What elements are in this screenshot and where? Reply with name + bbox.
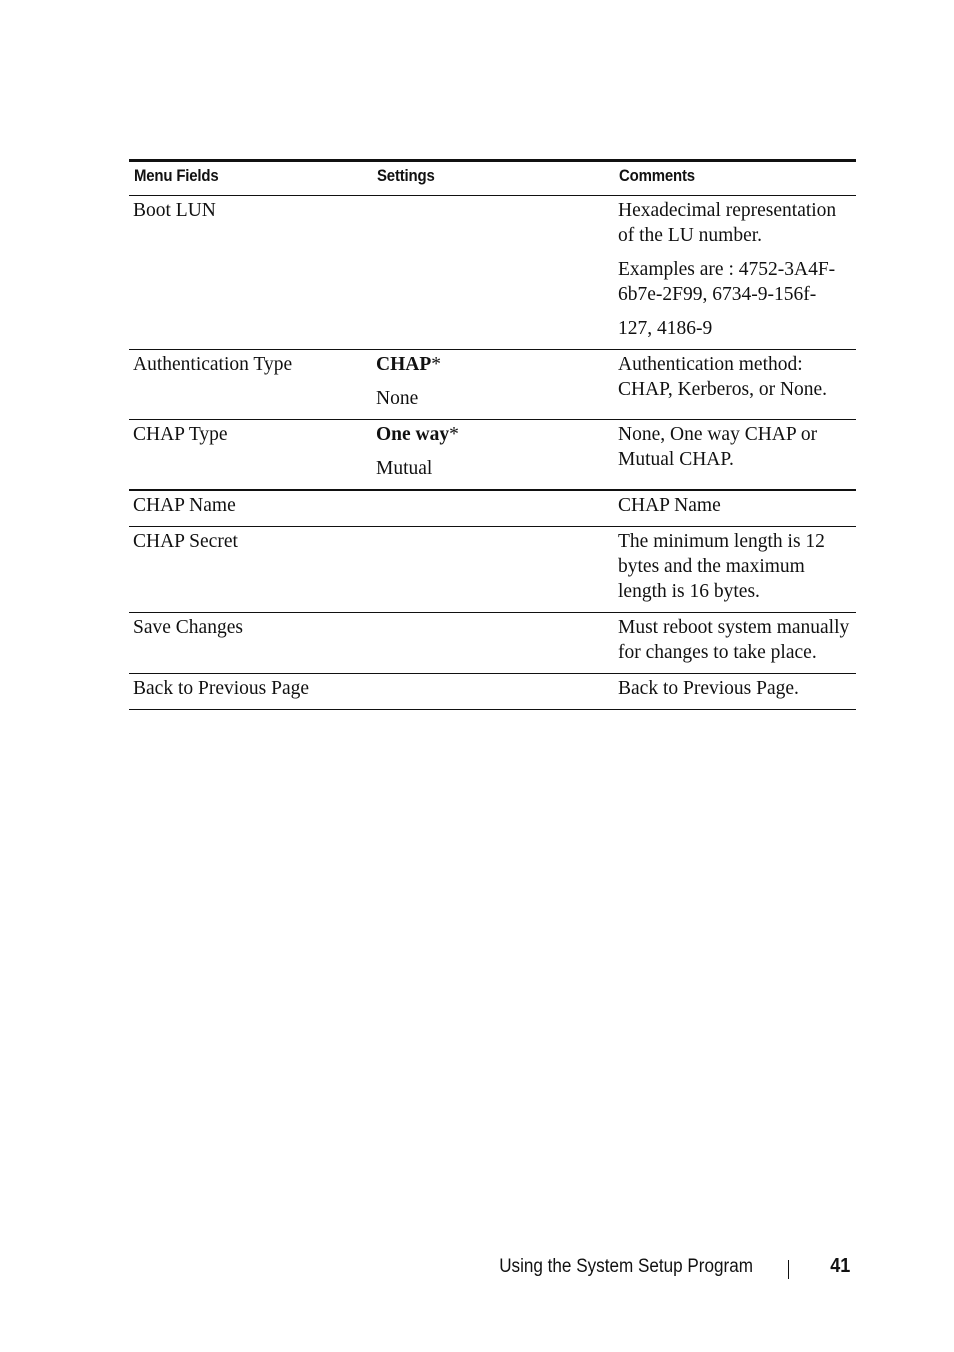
comment-text: Back to Previous Page.	[618, 678, 799, 699]
comments-cell	[614, 490, 856, 527]
comment-text: Examples are : 4752-3A4F-6b7e-2F99, 6734-9-156f-	[618, 259, 836, 305]
setting-option: None	[376, 388, 419, 409]
table-row	[129, 674, 856, 710]
comment-text: The minimum length is 12 bytes and the maximum length is 16 bytes.	[618, 531, 825, 602]
settings-cell	[372, 613, 614, 674]
page-number: 41	[829, 1255, 850, 1277]
footer-divider	[788, 1260, 789, 1279]
table-row	[129, 490, 856, 527]
menu-field-cell: Save Changes	[129, 613, 372, 674]
comment-text: Authentication method: CHAP, Kerberos, or None.	[618, 354, 828, 400]
default-marker: *	[449, 424, 459, 445]
table-row	[129, 196, 856, 350]
settings-cell	[372, 196, 614, 350]
comments-cell	[614, 350, 856, 420]
settings-table	[129, 159, 856, 710]
comments-cell	[614, 613, 856, 674]
header-menu-fields: Menu Fields	[129, 161, 372, 196]
setting-option: Mutual	[376, 458, 433, 479]
page-footer	[0, 1254, 954, 1284]
table-row	[129, 420, 856, 491]
menu-field-cell: Back to Previous Page	[129, 674, 372, 710]
comments-cell	[614, 527, 856, 613]
comment-text: Must reboot system manually for changes to take place.	[618, 617, 850, 663]
menu-field-cell: Authentication Type	[129, 350, 372, 420]
footer-section-title: Using the System Setup Program	[499, 1256, 753, 1277]
table-header-row	[129, 161, 856, 196]
settings-cell	[372, 490, 614, 527]
table-row	[129, 613, 856, 674]
comment-text: CHAP Name	[618, 495, 721, 516]
setting-option-default: One way*	[376, 424, 459, 445]
settings-cell	[372, 350, 614, 420]
menu-field-cell: CHAP Secret	[129, 527, 372, 613]
default-marker: *	[431, 354, 441, 375]
comment-text: Hexadecimal representation of the LU number.	[618, 200, 837, 246]
menu-field-cell: CHAP Type	[129, 420, 372, 491]
header-settings: Settings	[372, 161, 614, 196]
menu-field-cell: Boot LUN	[129, 196, 372, 350]
comments-cell	[614, 420, 856, 491]
table-row	[129, 350, 856, 420]
settings-cell	[372, 674, 614, 710]
settings-cell	[372, 420, 614, 491]
comments-cell	[614, 196, 856, 350]
setting-option-default: CHAP*	[376, 354, 441, 375]
comment-text: 127, 4186-9	[618, 318, 713, 339]
comments-cell	[614, 674, 856, 710]
comment-text: None, One way CHAP or Mutual CHAP.	[618, 424, 818, 470]
settings-cell	[372, 527, 614, 613]
table-row	[129, 527, 856, 613]
menu-field-cell: CHAP Name	[129, 490, 372, 527]
header-comments: Comments	[614, 161, 856, 196]
